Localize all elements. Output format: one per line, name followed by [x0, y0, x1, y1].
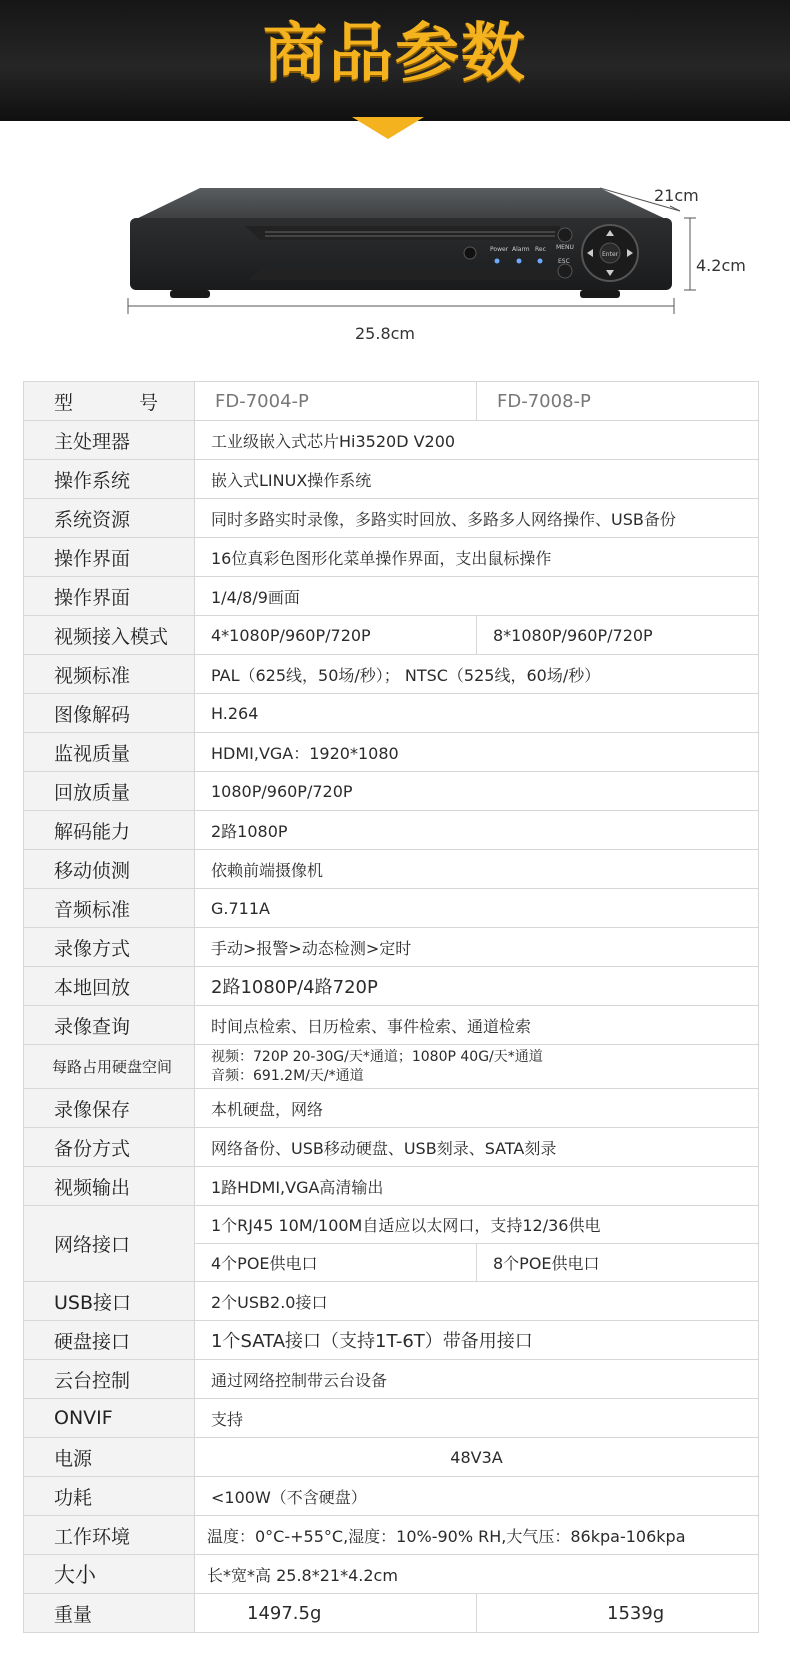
spec-label: 系统资源: [24, 499, 195, 538]
spec-value: 2个USB2.0接口: [195, 1282, 759, 1321]
spec-value: 2路1080P/4路720P: [195, 967, 759, 1006]
svg-text:Alarm: Alarm: [512, 246, 530, 253]
spec-value: 1/4/8/9画面: [195, 577, 759, 616]
spec-label: 录像查询: [24, 1006, 195, 1045]
spec-label: 录像保存: [24, 1089, 195, 1128]
spec-label: ONVIF: [24, 1399, 195, 1438]
table-row: [24, 889, 759, 928]
table-row: [24, 772, 759, 811]
spec-value: 4*1080P/960P/720P: [195, 616, 477, 655]
table-row: [24, 1360, 759, 1399]
spec-label: 视频标准: [24, 655, 195, 694]
spec-label: 型 号: [24, 382, 195, 421]
spec-value: 网络备份、USB移动硬盘、USB刻录、SATA刻录: [195, 1128, 759, 1167]
spec-label: 电源: [24, 1438, 195, 1477]
spec-value: 16位真彩色图形化菜单操作界面，支出鼠标操作: [195, 538, 759, 577]
dimension-width: 25.8cm: [355, 324, 416, 343]
table-row: [24, 733, 759, 772]
table-row: [24, 1516, 759, 1555]
spec-label: USB接口: [24, 1282, 195, 1321]
table-row: [24, 1282, 759, 1321]
spec-value: 依赖前端摄像机: [195, 850, 759, 889]
table-row: [24, 655, 759, 694]
banner-arrow-icon: [352, 117, 424, 139]
table-row: [24, 811, 759, 850]
spec-label: 视频接入模式: [24, 616, 195, 655]
spec-value: 1个RJ45 10M/100M自适应以太网口，支持12/36供电: [195, 1206, 759, 1244]
spec-label: 本地回放: [24, 967, 195, 1006]
dimension-depth: 21cm: [654, 186, 699, 205]
svg-text:Power: Power: [490, 246, 509, 253]
spec-label: 工作环境: [24, 1516, 195, 1555]
spec-value: FD-7004-P: [195, 382, 477, 421]
spec-label: 重量: [24, 1594, 195, 1633]
table-row: [24, 967, 759, 1006]
table-row: [24, 577, 759, 616]
spec-label: 音频标准: [24, 889, 195, 928]
spec-value: 嵌入式LINUX操作系统: [195, 460, 759, 499]
spec-table: [23, 381, 759, 1633]
table-row: [24, 1167, 759, 1206]
spec-label: 回放质量: [24, 772, 195, 811]
spec-label: 操作系统: [24, 460, 195, 499]
table-row: [24, 382, 759, 421]
spec-value: 1497.5g: [195, 1594, 477, 1633]
table-row: [24, 1477, 759, 1516]
spec-value: 8*1080P/960P/720P: [477, 616, 759, 655]
table-row: [24, 850, 759, 889]
svg-text:Enter: Enter: [602, 251, 619, 258]
spec-value: 支持: [195, 1399, 759, 1438]
spec-value: G.711A: [195, 889, 759, 928]
spec-value: FD-7008-P: [477, 382, 759, 421]
spec-label: 移动侦测: [24, 850, 195, 889]
spec-value: <100W（不含硬盘）: [195, 1477, 759, 1516]
spec-value: 1个SATA接口（支持1T-6T）带备用接口: [195, 1321, 759, 1360]
table-row: [24, 1089, 759, 1128]
table-row: [24, 1045, 759, 1089]
spec-value: 手动>报警>动态检测>定时: [195, 928, 759, 967]
spec-label: 视频输出: [24, 1167, 195, 1206]
device-illustration: [0, 176, 790, 356]
spec-label: 主处理器: [24, 421, 195, 460]
table-row: [24, 616, 759, 655]
spec-label: 备份方式: [24, 1128, 195, 1167]
spec-label: 录像方式: [24, 928, 195, 967]
spec-value: 工业级嵌入式芯片Hi3520D V200: [195, 421, 759, 460]
table-row: [24, 1594, 759, 1633]
table-row: [24, 928, 759, 967]
spec-value: 1路HDMI,VGA高清输出: [195, 1167, 759, 1206]
spec-value: 2路1080P: [195, 811, 759, 850]
table-row: [24, 1006, 759, 1045]
spec-value: 长*宽*高 25.8*21*4.2cm: [195, 1555, 759, 1594]
spec-value: 1080P/960P/720P: [195, 772, 759, 811]
dimension-height: 4.2cm: [696, 256, 746, 275]
table-row: [24, 1555, 759, 1594]
spec-label: 每路占用硬盘空间: [24, 1045, 195, 1089]
spec-value: 时间点检索、日历检索、事件检索、通道检索: [195, 1006, 759, 1045]
spec-value: 8个POE供电口: [477, 1244, 759, 1282]
banner-title: 商品参数: [263, 17, 527, 91]
spec-value: [195, 1045, 759, 1089]
svg-text:MENU: MENU: [556, 244, 574, 251]
table-row: [24, 538, 759, 577]
svg-text:Rec: Rec: [535, 246, 546, 253]
spec-label: 功耗: [24, 1477, 195, 1516]
spec-value: 温度：0°C-+55°C,湿度：10%-90% RH,大气压：86kpa-106kpa: [195, 1516, 759, 1555]
table-row: [24, 421, 759, 460]
table-row: [24, 499, 759, 538]
spec-label: 操作界面: [24, 538, 195, 577]
spec-label: 网络接口: [24, 1206, 195, 1282]
spec-label: 云台控制: [24, 1360, 195, 1399]
table-row: [24, 460, 759, 499]
spec-label: 监视质量: [24, 733, 195, 772]
table-row: [24, 1206, 759, 1244]
spec-value: HDMI,VGA：1920*1080: [195, 733, 759, 772]
spec-value: PAL（625线，50场/秒）； NTSC（525线，60场/秒）: [195, 655, 759, 694]
table-row: [24, 694, 759, 733]
spec-value: 通过网络控制带云台设备: [195, 1360, 759, 1399]
spec-label: 解码能力: [24, 811, 195, 850]
spec-value: H.264: [195, 694, 759, 733]
table-row: [24, 1321, 759, 1360]
spec-value: 同时多路实时录像，多路实时回放、多路多人网络操作、USB备份: [195, 499, 759, 538]
disk-usage-audio: 音频：691.2M/天/*通道: [211, 1067, 364, 1084]
spec-value: 本机硬盘，网络: [195, 1089, 759, 1128]
spec-label: 图像解码: [24, 694, 195, 733]
banner: [0, 0, 790, 133]
spec-label: 大小: [24, 1555, 195, 1594]
spec-label: 操作界面: [24, 577, 195, 616]
spec-label: 硬盘接口: [24, 1321, 195, 1360]
disk-usage-video: 视频：720P 20-30G/天*通道；1080P 40G/天*通道: [211, 1048, 543, 1065]
table-row: [24, 1399, 759, 1438]
spec-value: 48V3A: [195, 1438, 759, 1477]
table-row: [24, 1438, 759, 1477]
spec-value: 1539g: [477, 1594, 759, 1633]
table-row: [24, 1128, 759, 1167]
svg-text:ESC: ESC: [558, 258, 570, 265]
spec-value: 4个POE供电口: [195, 1244, 477, 1282]
